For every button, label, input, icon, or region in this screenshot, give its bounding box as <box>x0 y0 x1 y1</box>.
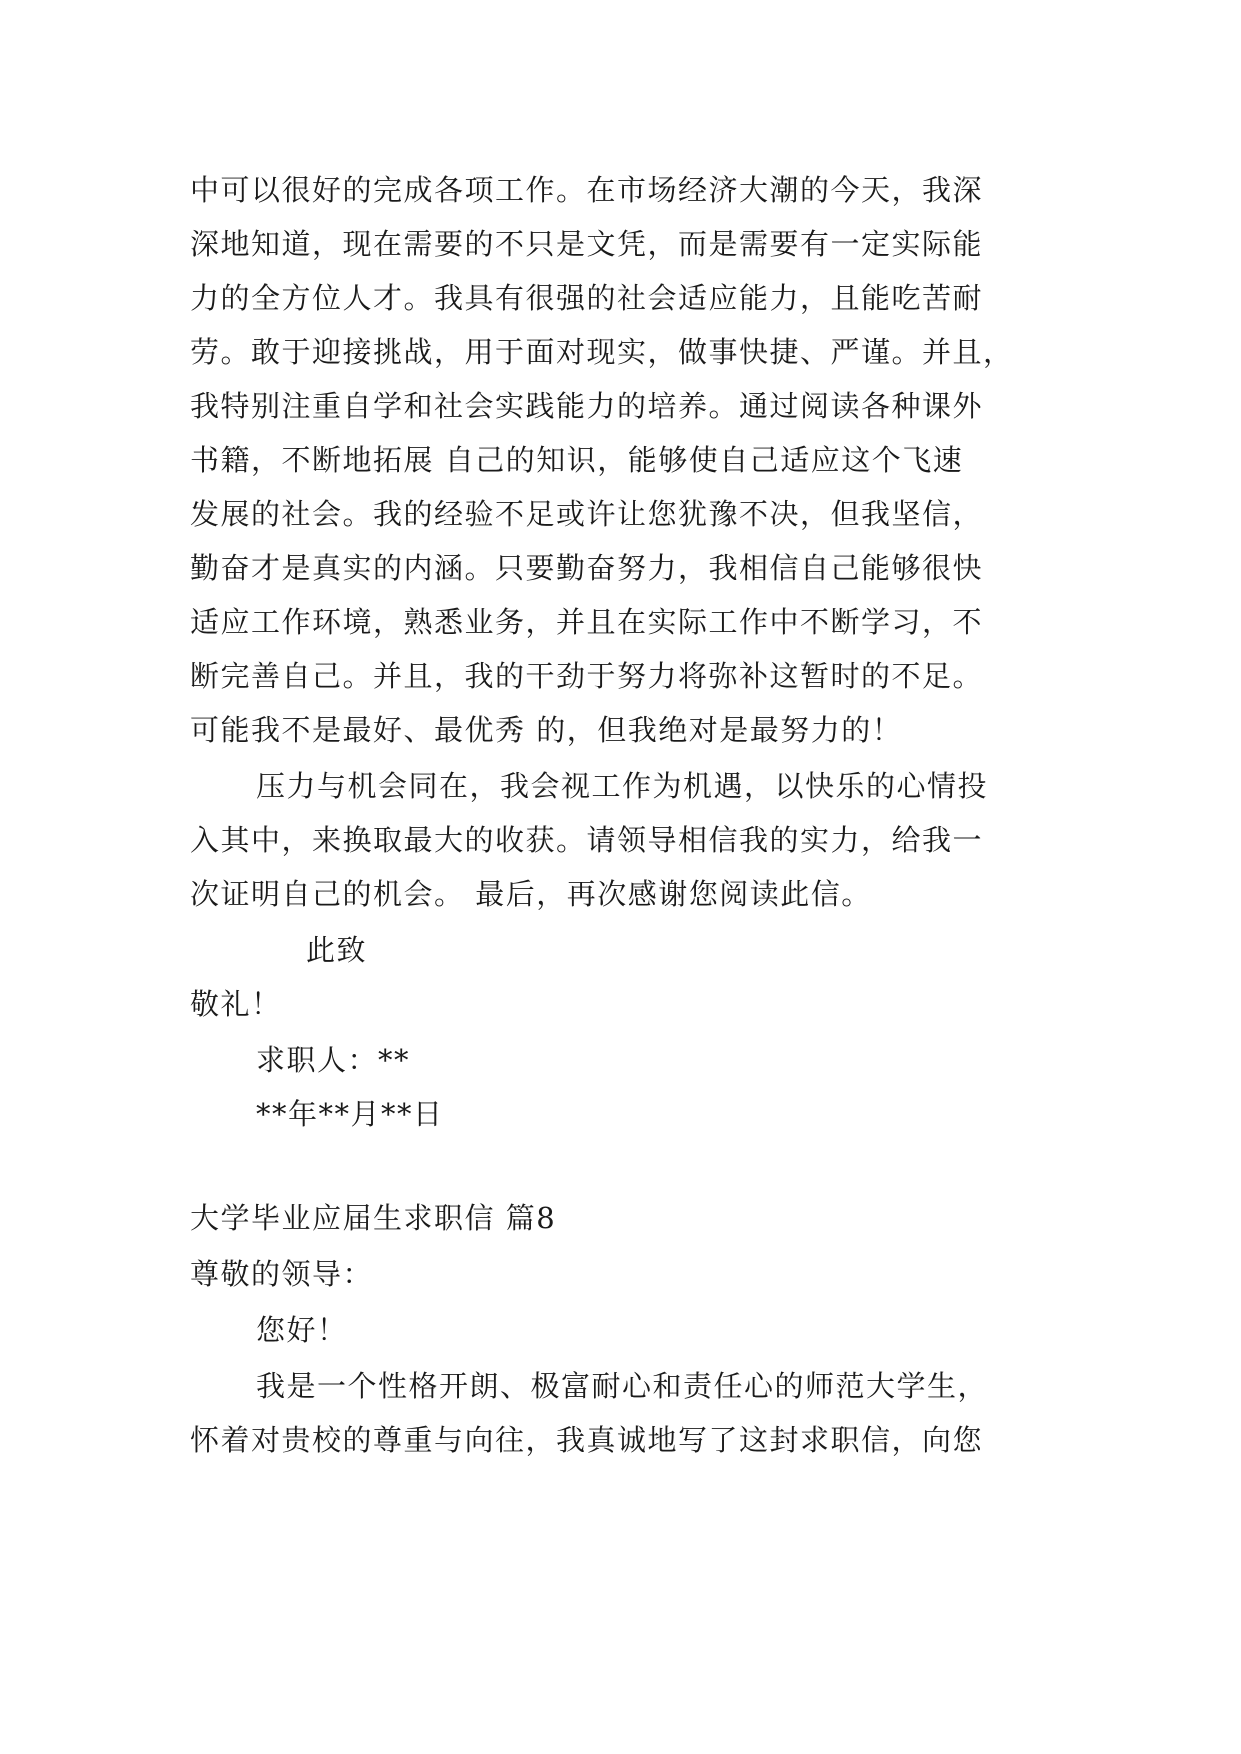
body-line: 可能我不是最好、最优秀 的，但我绝对是最努力的！ <box>190 713 903 747</box>
body-line: 书籍，不断地拓展 自己的知识，能够使自己适应这个飞速 <box>190 443 964 477</box>
body-line: 我特别注重自学和社会实践能力的培养。通过阅读各种课外 <box>190 389 984 423</box>
signature-date: **年**月**日 <box>256 1097 444 1131</box>
body-line: 发展的社会。我的经验不足或许让您犹豫不决，但我坚信， <box>190 497 984 531</box>
body-line: 适应工作环境，熟悉业务，并且在实际工作中不断学习，不 <box>190 605 984 639</box>
intro-line: 我是一个性格开朗、极富耐心和责任心的师范大学生， <box>256 1369 989 1403</box>
closing-paragraph-line: 入其中，来换取最大的收获。请领导相信我的实力，给我一 <box>190 823 984 857</box>
greeting: 尊敬的领导： <box>190 1257 374 1291</box>
body-line: 断完善自己。并且，我的干劲于努力将弥补这暂时的不足。 <box>190 659 984 693</box>
body-line: 中可以很好的完成各项工作。在市场经济大潮的今天，我深 <box>190 173 984 207</box>
body-line: 深地知道，现在需要的不只是文凭，而是需要有一定实际能 <box>190 227 984 261</box>
salutation-close: 此致 <box>306 933 368 967</box>
body-line: 力的全方位人才。我具有很强的社会适应能力，且能吃苦耐 <box>190 281 984 315</box>
section-title: 大学毕业应届生求职信 篇8 <box>190 1201 557 1235</box>
intro-line: 怀着对贵校的尊重与向往，我真诚地写了这封求职信，向您 <box>190 1423 984 1457</box>
signature-name: 求职人：** <box>256 1043 411 1077</box>
body-line: 劳。敢于迎接挑战，用于面对现实，做事快捷、严谨。并且， <box>190 335 1014 369</box>
hello: 您好！ <box>256 1313 348 1347</box>
closing-paragraph-line: 压力与机会同在，我会视工作为机遇，以快乐的心情投 <box>256 769 989 803</box>
body-line: 勤奋才是真实的内涵。只要勤奋努力，我相信自己能够很快 <box>190 551 984 585</box>
regards: 敬礼！ <box>190 987 282 1021</box>
closing-paragraph-line: 次证明自己的机会。 最后，再次感谢您阅读此信。 <box>190 877 872 911</box>
